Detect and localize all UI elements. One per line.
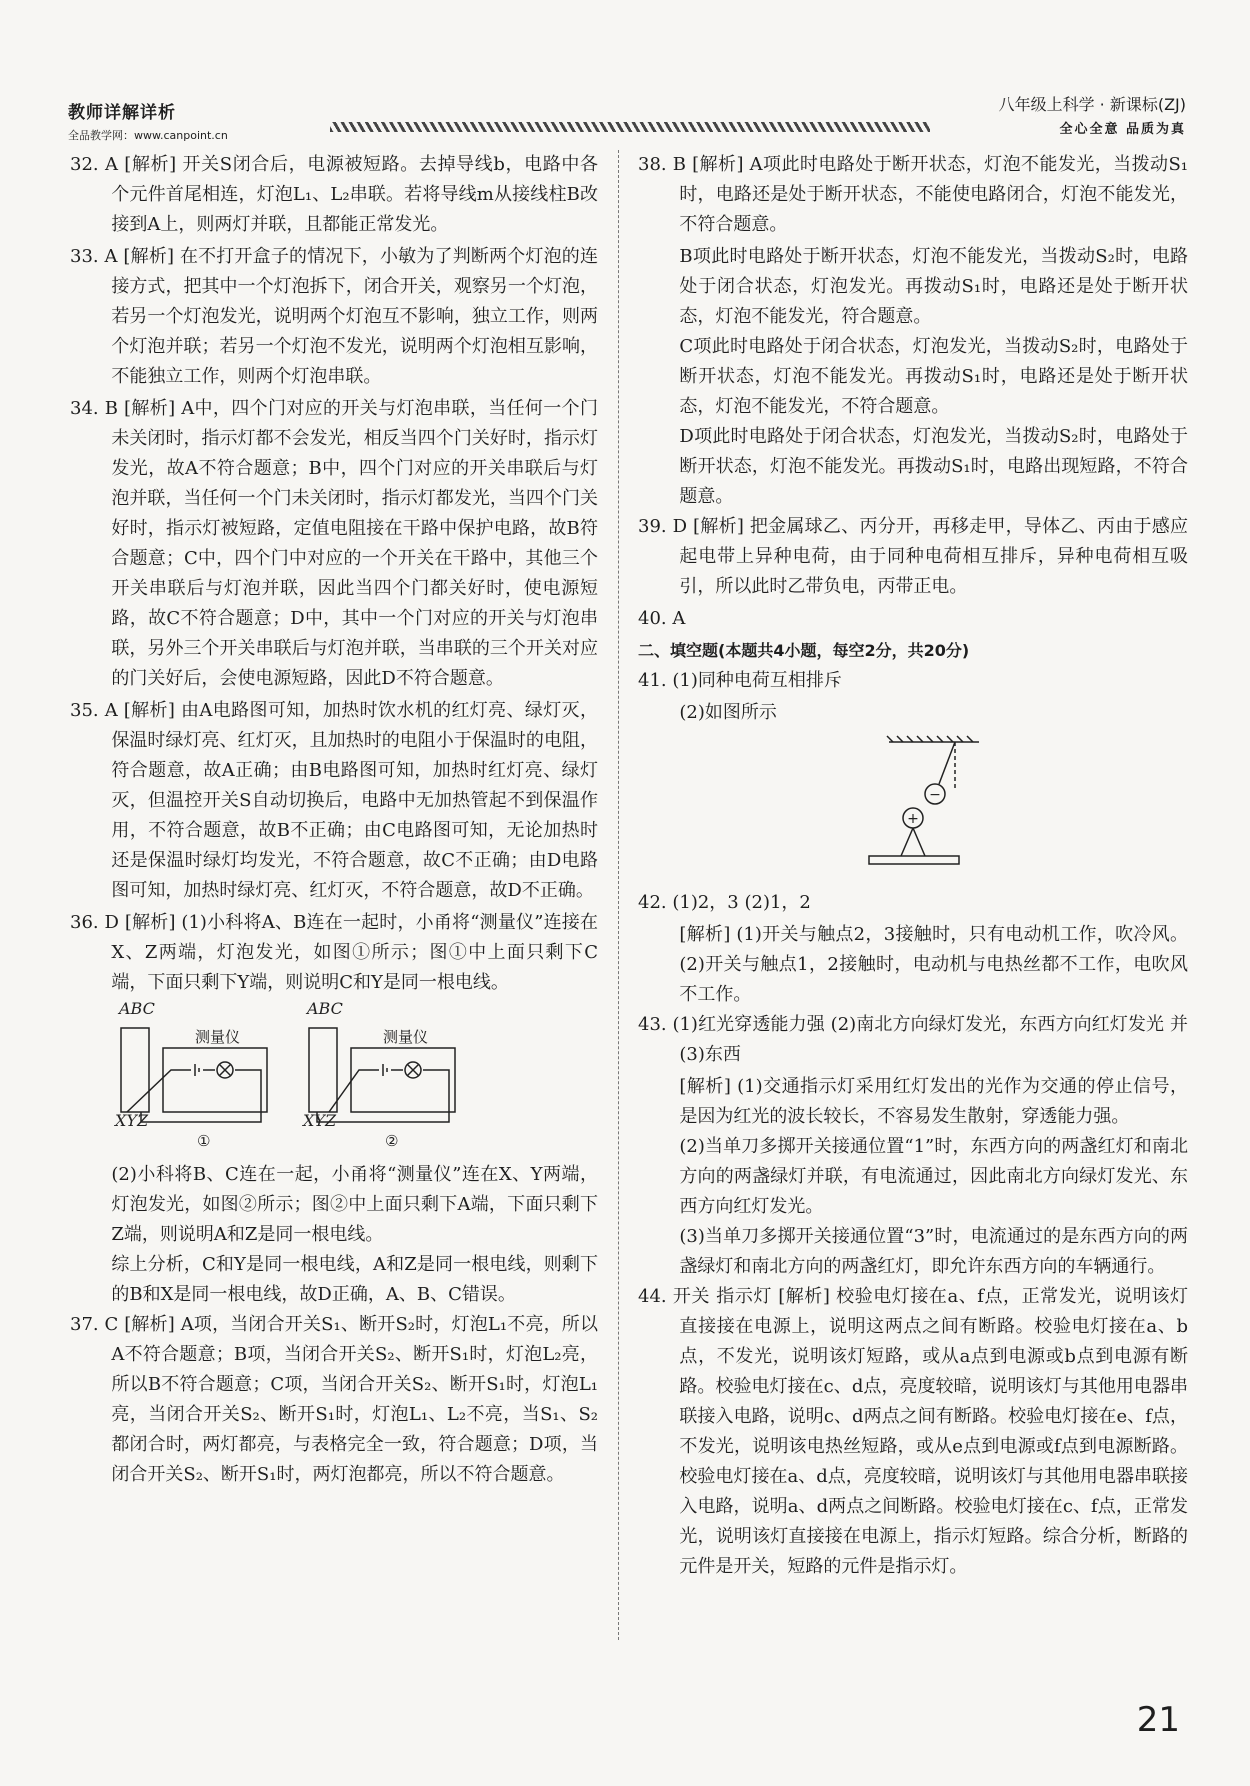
answer-39: 39. D [解析] 把金属球乙、丙分开，再移走甲，导体乙、丙由于感应起电带上异种电荷，由于同种电荷相互排斥，异种电荷相互吸引，所以此时乙带负电，丙带正电。 <box>638 516 1188 597</box>
answer-36-part2: (2)小科将B、C连在一起，小甬将“测量仪”连在X、Y两端，灯泡发光，如图②所示；图②中上面只剩下A端，下面只剩下Z端，则说明A和Z是同一根电线。 <box>111 1164 598 1245</box>
cable-test-diagram <box>111 1000 551 1150</box>
right-column <box>638 150 1188 1584</box>
fig2-bottom-labels: XYZ <box>303 1111 337 1130</box>
answer-41-part1: 41. (1)同种电荷互相排斥 <box>638 670 842 691</box>
answer-43-analysis-2: (2)当单刀多掷开关接通位置“1”时，东西方向的两盏红灯和南北方向的两盏绿灯并联，有电流通过，因此南北方向绿灯发光、东西方向红灯发光。 <box>679 1136 1188 1217</box>
charge-diagram <box>679 728 1119 878</box>
answer-40: 40. A <box>638 608 686 629</box>
answer-42-analysis: [解析] (1)开关与触点2，3接触时，只有电动机工作，吹冷风。(2)开关与触点1，2接触时，电动机与电热丝都不工作，电吹风不工作。 <box>679 924 1188 1005</box>
fig1-top-labels: ABC <box>119 1000 156 1018</box>
header-title: 教师详解详析 <box>68 103 176 123</box>
fig1-meter-label: 测量仪 <box>195 1028 241 1046</box>
answer-36-summary: 综上分析，C和Y是同一根电线，A和Z是同一根电线，则剩下的B和X是同一根电线，故D正确，A、B、C错误。 <box>111 1254 598 1305</box>
answer-33: 33. A [解析] 在不打开盒子的情况下，小敏为了判断两个灯泡的连接方式，把其中一个灯泡拆下，闭合开关，观察另一个灯泡，若另一个灯泡发光，说明两个灯泡互不影响，独立工作，则两个灯泡并联；若另一个灯泡不发光，说明两个灯泡相互影响，不能独立工作，则两个灯泡串联。 <box>70 246 598 387</box>
stand-base <box>869 856 959 864</box>
answer-37: 37. C [解析] A项，当闭合开关S₁、断开S₂时，灯泡L₁不亮，所以A不符合题意；B项，当闭合开关S₂、断开S₁时，灯泡L₂亮，所以B不符合题意；C项，当闭合开关S₂、断开S₁时，灯泡L₁亮，当闭合开关S₂、断开S₁时，灯泡L₁、L₂不亮，当S₁、S₂都闭合时，两灯都亮，与表格完全一致，符合题意；D项，当闭合开关S₂、断开S₁时，两灯泡都亮，所以不符合题意。 <box>70 1314 598 1485</box>
answer-36: 36. D [解析] (1)小科将A、B连在一起时，小甬将“测量仪”连接在X、Z两端，灯泡发光，如图①所示；图①中上面只剩下C端，下面只剩下Y端，则说明C和Y是同一根电线。 <box>70 912 598 993</box>
fig2-meter-box <box>351 1048 455 1112</box>
header-grade: 八年级上科学 · 新课标(ZJ) <box>998 95 1186 114</box>
header-stripe <box>330 122 930 132</box>
section-2-heading: 二、填空题(本题共4小题，每空2分，共20分) <box>638 641 970 660</box>
answer-43-analysis-3: (3)当单刀多掷开关接通位置“3”时，电流通过的是东西方向的两盏绿灯和南北方向的两盏红灯，即允许东西方向的车辆通行。 <box>679 1226 1188 1277</box>
plus-sign: + <box>907 811 920 827</box>
left-column <box>70 150 598 1492</box>
fig2-number: ② <box>385 1132 399 1150</box>
header-brand: 全心全意 品质为真 <box>1059 122 1186 137</box>
fig2-top-labels: ABC <box>307 1000 344 1018</box>
fig2-cable <box>309 1028 337 1112</box>
header-site: 全品教学网：www.canpoint.cn <box>68 129 228 142</box>
page-number: 21 <box>1136 1700 1180 1740</box>
figure-36 <box>70 1000 598 1160</box>
fig1-meter-box <box>163 1048 267 1112</box>
answer-38-b: B项此时电路处于断开状态，灯泡不能发光，当拨动S₂时，电路处于闭合状态，灯泡发光。再拨动S₁时，电路还是处于断开状态，灯泡不能发光，符合题意。 <box>679 246 1188 327</box>
fig1-number: ① <box>197 1132 211 1150</box>
answer-43: 43. (1)红光穿透能力强 (2)南北方向绿灯发光，东西方向红灯发光 并 (3)东西 <box>638 1014 1188 1065</box>
fig1-cable <box>121 1028 149 1112</box>
column-divider <box>618 150 619 1640</box>
header-left <box>68 98 228 143</box>
answer-34: 34. B [解析] A中，四个门对应的开关与灯泡串联，当任何一个门未关闭时，指示灯都不会发光，相反当四个门关好时，指示灯发光，故A不符合题意；B中，四个门对应的开关串联后与灯泡并联，当任何一个门未关闭时，指示灯都发光，当四个门关好时，指示灯被短路，定值电阻接在干路中保护电路，故B符合题意；C中，四个门中对应的一个开关在干路中，其他三个开关串联后与灯泡并联，因此当四个门都关好时，使电源短路，故C不符合题意；D中，其中一个门对应的开关与灯泡串联，另外三个开关串联后与灯泡并联，当串联的三个开关对应的门关好后，会使电源短路，因此D不符合题意。 <box>70 398 598 689</box>
fig1-bottom-labels: XYZ <box>115 1111 149 1130</box>
answer-42: 42. (1)2，3 (2)1，2 <box>638 892 811 913</box>
answer-38: 38. B [解析] A项此时电路处于断开状态，灯泡不能发光，当拨动S₁时，电路还是处于断开状态，不能使电路闭合，灯泡不能发光，不符合题意。 <box>638 154 1188 235</box>
answer-43-analysis-1: [解析] (1)交通指示灯采用红灯发出的光作为交通的停止信号，是因为红光的波长较长，不容易发生散射，穿透能力强。 <box>679 1076 1188 1127</box>
answer-35: 35. A [解析] 由A电路图可知，加热时饮水机的红灯亮、绿灯灭，保温时绿灯亮、红灯灭，且加热时的电阻小于保温时的电阻，符合题意，故A正确；由B电路图可知，加热时红灯亮、绿灯灭，但温控开关S自动切换后，电路中无加热管起不到保温作用，不符合题意，故B不正确；由C电路图可知，无论加热时还是保温时绿灯均发光，不符合题意，故C不正确；由D电路图可知，加热时绿灯亮、红灯灭，不符合题意，故D不正确。 <box>70 700 598 901</box>
fig2-meter-label: 测量仪 <box>383 1028 429 1046</box>
answer-41-part2: (2)如图所示 <box>679 702 777 723</box>
answer-32: 32. A [解析] 开关S闭合后，电源被短路。去掉导线b，电路中各个元件首尾相连，灯泡L₁、L₂串联。若将导线m从接线柱B改接到A上，则两灯并联，且都能正常发光。 <box>70 154 598 235</box>
answer-38-d: D项此时电路处于闭合状态，灯泡发光，当拨动S₂时，电路处于断开状态，灯泡不能发光。再拨动S₁时，电路出现短路，不符合题意。 <box>679 426 1188 507</box>
answer-38-c: C项此时电路处于闭合状态，灯泡发光，当拨动S₂时，电路处于断开状态，灯泡不能发光。再拨动S₁时，电路还是处于断开状态，灯泡不能发光，不符合题意。 <box>679 336 1188 417</box>
minus-sign: − <box>929 787 942 803</box>
figure-41 <box>638 728 1188 888</box>
answer-44: 44. 开关 指示灯 [解析] 校验电灯接在a、f点，正常发光，说明该灯直接接在电源上，说明这两点之间有断路。校验电灯接在a、b点，不发光，说明该灯短路，或从a点到电源或b点到电源有断路。校验电灯接在c、d点，亮度较暗，说明该灯与其他用电器串联接入电路，说明c、d两点之间有断路。校验电灯接在e、f点，不发光，说明该电热丝短路，或从e点到电源或f点到电源断路。校验电灯接在a、d点，亮度较暗，说明该灯与其他用电器串联接入电路，说明a、d两点之间断路。校验电灯接在c、f点，正常发光，说明该灯直接接在电源上，指示灯短路。综合分析，断路的元件是开关，短路的元件是指示灯。 <box>638 1286 1188 1577</box>
header-right <box>999 92 1186 137</box>
